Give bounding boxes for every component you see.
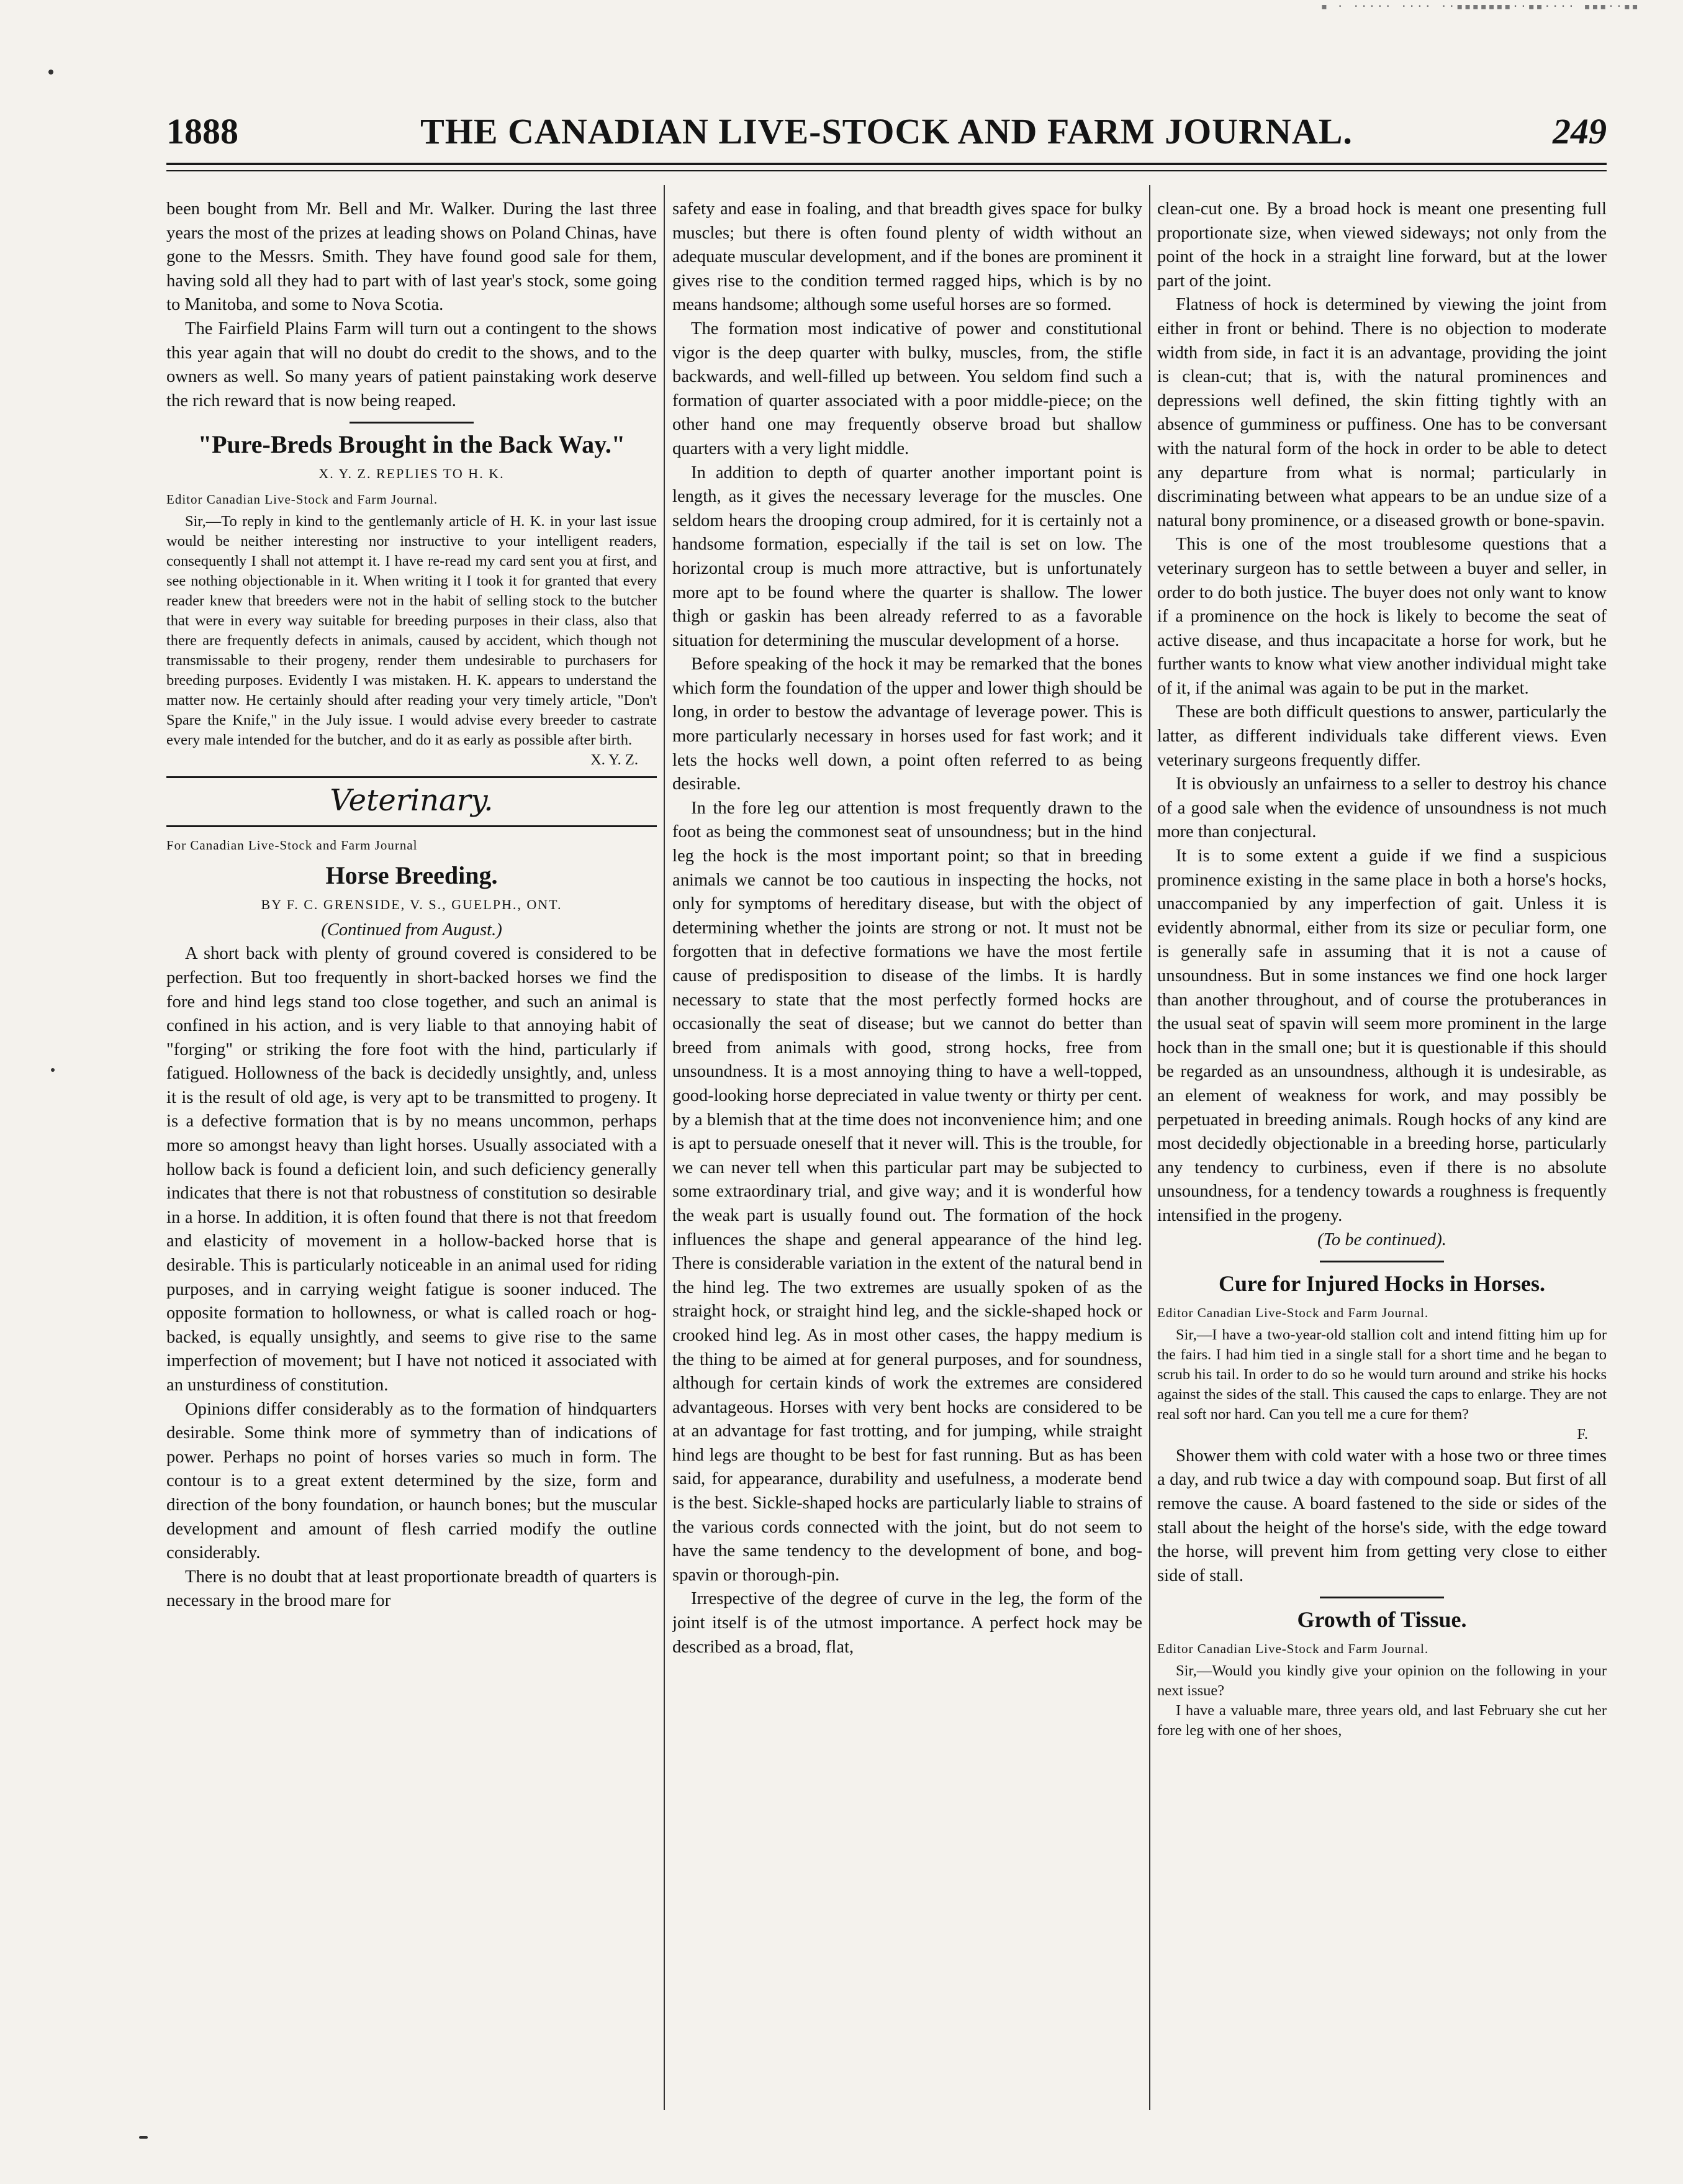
paragraph: In the fore leg our attention is most frequently drawn to the foot as being the commonest seat of unsoundness; but in the hind leg the hock is the most important point; so that in breeding animals we cannot be too cautious in inspecting the hocks, not only for symptoms of hereditary disease, but with the object of determining whether the joints are strong or not. It must not be forgotten that in defective formations we have the most fertile cause of predisposition to disease of the limbs. It is hardly necessary to state that the most perfectly formed hocks are occasionally the seat of disease; but we cannot do better than breed from animals with good, strong hocks, free from unsoundness. It is a most annoying thing to have a well-topped, good-looking horse depreciated in value twenty or thirty per cent. by a blemish that at the time does not inconvenience him; and one is apt to persuade oneself that it never will. This is the trouble, for we can never tell when this particular part may be subjected to some extraordinary trial, and give way; and it is wonderful how the weak part is usually found out. The formation of the hock influences the shape and general appearance of the hind leg. There is considerable variation in the extent of the natural bend in the hind leg. The two extremes are usually spoken of as the straight hock, or straight hind leg, and the sickle-shaped hock or crooked hind leg. As in most other cases, the happy medium is the thing to be aimed at for general purposes, and for soundness, although for certain kinds of work the extremes are considered advantageous. Horses with very bent hocks are considered to be at an advantage for fast trotting, and for jumping, while straight hind legs are thought to be best for fast running. But as has been said, for appearance, durability and usefulness, a moderate bend is the best. Sickle-shaped hocks are particularly liable to strains of the various cords connected with the joint, but do not seem to have the same tendency to the development of bone, and bog-spavin or thorough-pin. [672,798,1142,1585]
paragraph: The formation most indicative of power and constitutional vigor is the deep quarter with bulky, muscles, from, the stifle backwards, and well-filled up between. You seldom find such a formation of quarter associated with a poor middle-piece; on the other hand one may frequently observe broad but shallow quarters with a very light middle. [672,319,1142,458]
letter-body: Sir,—To reply in kind to the gentlemanly article of H. K. in your last issue would be neither interesting nor instructive to your intelligent readers, consequently I shall not attempt it. I have re-read my card sent you at first, and see nothing objectionable in it. When writing it I took it for granted that every reader knew that breeders were not in the habit of selling stock to the butcher that were in every way suitable for breeding purposes in their class, also that there are frequently defects in animals, caused by accident, which though not transmissable to their progeny, render them undesirable to purchasers for breeding purposes. Evidently I was mistaken. H. K. appears to understand the matter now. He certainly should after reading your very timely article, "Don't Spare the Knife," in the July issue. I would advise every breeder to castrate every male intended for the butcher, and do it as early as possible after birth. [166,512,657,748]
paragraph: It is obviously an unfairness to a seller to destroy his chance of a good sale when the evidence of unsoundness is not much more than conjectural. [1157,774,1607,842]
column-3 [1157,197,1607,2110]
article-title: Cure for Injured Hocks in Horses. [1218,1271,1546,1297]
paragraph: The Fairfield Plains Farm will turn out a contingent to the shows this year again that will no doubt do credit to the shows, and to the owners as well. So many years of patient painstaking work deserve the rich reward that is now being reaped. [166,319,657,410]
paragraph: These are both difficult questions to answer, particularly the latter, as different individuals take different views. Even veterinary surgeons frequently differ. [1157,702,1607,770]
letter-signature: F. [1577,1425,1588,1443]
paragraph: been bought from Mr. Bell and Mr. Walker. During the last three years the most of the prizes at leading shows on Poland Chinas, have gone to the Messrs. Smith. They have found good sale for them, having sold all they had to part with of last year's stock, some going to Manitoba, and some to Nova Scotia. [166,199,657,315]
section-rule [166,825,657,827]
section-rule [166,776,657,778]
letter-body: Sir,—I have a two-year-old stallion colt and intend fitting him up for the fairs. I had him tied in a single stall for a short time and he began to scrub his tail. In order to do so he would turn around and strike his hocks against the sides of the stall. This caused the caps to enlarge. They are not real soft nor hard. Can you tell me a cure for them? [1157,1326,1607,1423]
column-2 [672,197,1142,2110]
paragraph: It is to some extent a guide if we find a suspicious prominence existing in the same place in both a horse's hocks, unaccompanied by any imperfection of gait. Unless it is evidently abnormal, either from its size or peculiar form, one is generally safe in assuming that it is not a cause of unsoundness. But in some instances we find one hock larger than another throughout, and of course the protuberances in the usual seat of spavin will seem more prominent in the large hock than in the small one; but it is questionable if this should be regarded as an unsoundness, although it is undesirable, as an element of weakness for work, and may possibly be perpetuated in breeding animals. Rough hocks of any kind are most decidedly objectionable in a breeding horse, particularly any tendency to curbiness, even if there is no absolute unsoundness, for a tendency towards a roughness is frequently intensified in the progeny. [1157,846,1607,1225]
letter-signature: X. Y. Z. [590,751,638,768]
masthead-rule-thick [166,163,1607,165]
paragraph: In addition to depth of quarter another important point is length, as it gives the necessary leverage for the muscles. One seldom hears the drooping croup admired, for it is certainly not a handsome formation, especially if the tail is set on low. The horizontal croup is much more attractive, but is unfortunately more apt to be found where the quarter is shallow. The lower thigh or gaskin has been already referred to as a favorable situation for determining the muscular development of a horse. [672,463,1142,650]
to-be-continued: (To be continued). [1317,1230,1446,1249]
paragraph: This is one of the most troublesome questions that a veterinary surgeon has to settle between a buyer and seller, in order to do both justice. The buyer does not only want to know if a prominence on the hock is likely to become the seat of active disease, and thus incapacitate a horse for work, but he further wants to know what view another individual might take of it, if the animal was again to be put in the market. [1157,535,1607,698]
scan-artifact: ▪ · ····· ···· ··▪▪▪▪▪▪▪··▪▪···· ▪▪▪··▪▪ [1320,0,1640,13]
continued-note: (Continued from August.) [321,920,502,940]
masthead-year: 1888 [166,111,238,152]
scan-speck [51,1068,55,1072]
paragraph: Before speaking of the hock it may be remarked that the bones which form the foundation of the upper and lower thigh should be long, in order to bestow the advantage of leverage power. This is more particularly necessary in horses used for fast work; and it lets the hocks well down, a point often referred to as being desirable. [672,655,1142,794]
paragraph: Opinions differ considerably as to the formation of hindquarters desirable. Some think more of symmetry than of indications of power. Perhaps no point of horses varies so much in form. The contour is to a great extent determined by the size, form and direction of the bony foundation, or haunch bones; but the muscular development and amount of flesh carried modify the outline considerably. [166,1399,657,1563]
article-title: "Pure-Breds Brought in the Back Way." [197,430,626,459]
editor-line: Editor Canadian Live-Stock and Farm Journal. [166,491,438,507]
scan-speck [48,70,53,75]
article-divider [1320,1597,1444,1598]
article-divider [1320,1261,1444,1262]
editor-line: Editor Canadian Live-Stock and Farm Journal. [1157,1305,1429,1321]
article-divider [350,422,474,424]
section-title: Veterinary. [330,782,494,818]
page-number: 249 [1553,111,1607,152]
paragraph: A short back with plenty of ground covered is considered to be perfection. But too frequently in short-backed horses we find the fore and hind legs stand too close together, and such an animal is confined in his action, and is very liable to that annoying habit of "forging" or striking the fore foot with the hind, particularly if fatigued. Hollowness of the back is decidedly unsightly, and, unless it is the result of old age, is very apt to be transmitted to progeny. It is a defective formation that is by no means uncommon, perhaps more so amongst heavy than light horses. Usually associated with a hollow back is found a deficient loin, and such deficiency generally indicates that there is not that robustness of constitution so desirable in a horse. In addition, it is often found that there is not that freedom and elasticity of movement in a hollow-backed horse that is desirable. This is particularly noticeable in an animal used for riding purposes, and in carrying weight fatigue is sooner induced. The opposite formation to hollowness, or what is called roach or hog-backed, is equally unsightly, and seems to give rise to the same imperfection of movement; but I have not noticed it associated with an unsturdiness of constitution. [166,944,657,1395]
column-1 [166,197,657,2110]
paragraph: clean-cut one. By a broad hock is meant one presenting full proportionate size, when viewed sideways; not only from the point of the hock in a straight line forward, but at the lower part of the joint. [1157,199,1607,291]
paragraph: Shower them with cold water with a hose two or three times a day, and rub twice a day with compound soap. But first of all remove the cause. A board fastened to the side or sides of the stall about the height of the horse's side, with the edge toward the horse, will prevent him from getting very close to either side of stall. [1157,1446,1607,1585]
article-byline: X. Y. Z. REPLIES TO H. K. [318,466,505,482]
article-title: Horse Breeding. [325,861,498,890]
article-byline: BY F. C. GRENSIDE, V. S., GUELPH., ONT. [261,897,562,913]
paragraph: Flatness of hock is determined by viewing the joint from either in front or behind. There is no objection to moderate width from side, in fact it is an advantage, providing the joint is clean-cut; that is, with the natural prominences and depressions well defined, the skin fitting tightly with an absence of gumminess or puffiness. One has to be conversant with the natural form of the hock in order to be able to detect any departure from what is normal; particularly in discriminating between what appears to be an undue size of a natural bony prominence, or a diseased growth or bone-spavin. [1157,295,1607,530]
paragraph: safety and ease in foaling, and that breadth gives space for bulky muscles; but there is often found plenty of width without an adequate muscular development, and if the bones are prominent it gives rise to the condition termed ragged hips, which is by no means handsome; although some useful horses are so formed. [672,199,1142,315]
column-divider [664,185,665,2110]
article-title: Growth of Tissue. [1297,1607,1467,1633]
editor-line: For Canadian Live-Stock and Farm Journal [166,837,418,853]
masthead-title: THE CANADIAN LIVE-STOCK AND FARM JOURNAL. [420,111,1353,152]
scan-speck [139,2136,148,2139]
editor-line: Editor Canadian Live-Stock and Farm Journal. [1157,1641,1429,1657]
column-divider [1149,185,1150,2110]
letter-body: I have a valuable mare, three years old, and last February she cut her fore leg with one of her shoes, [1157,1701,1607,1739]
letter-body: Sir,—Would you kindly give your opinion on the following in your next issue? [1157,1662,1607,1699]
masthead [166,111,1607,154]
masthead-rule-thin [166,170,1607,171]
paragraph: There is no doubt that at least proportionate breadth of quarters is necessary in the brood mare for [166,1567,657,1611]
paragraph: Irrespective of the degree of curve in the leg, the form of the joint itself is of the utmost importance. A perfect hock may be described as a broad, flat, [672,1589,1142,1657]
